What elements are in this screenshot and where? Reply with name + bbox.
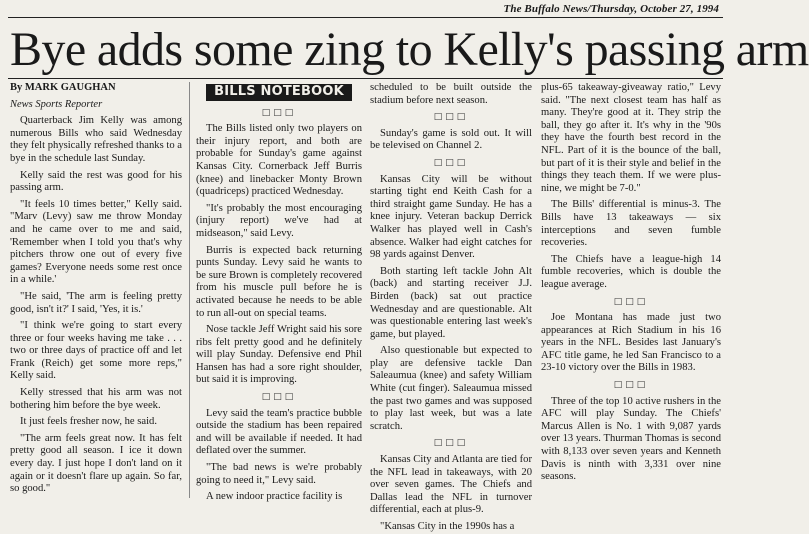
paragraph: The Chiefs have a league-high 14 fumble recoveries, which is double the league average. xyxy=(541,253,721,290)
item-separator: □□□ xyxy=(433,438,469,449)
item-separator: □□□ xyxy=(613,296,649,307)
paragraph: Three of the top 10 active rushers in the AFC will play Sunday. The Chiefs' Marcus Allen is No. 1 with 9,087 yards over 13 years. Thurman Thomas is second with 8,133 over seven years and Kenneth Davis is ninth with 3,331 over nine seasons. xyxy=(541,395,721,483)
paragraph: plus-65 takeaway-giveaway ratio," Levy said. "The next closest team has half as many. They're good at it. They strip the ball, they go after it. It's why in the '90s they have the fourth best record in the NFL. Part of it is the bounce of the ball, but part of it is their style and belief in the things they teach them. If we were plus-nine, we might be 7-0." xyxy=(541,82,721,194)
paragraph: "It's probably the most encouraging (injury report) we've had at midseason," said Levy. xyxy=(196,202,362,239)
paragraph: The Bills' differential is minus-3. The Bills have 13 takeaways — six interceptions and seven fumble recoveries. xyxy=(541,199,721,249)
notebook-column-3 xyxy=(541,82,721,498)
reporter-title: News Sports Reporter xyxy=(10,98,103,110)
paragraph: "I think we're going to start every three or four weeks having me take . . . two or three days of practice off and let Frank (Reich) get some more reps," Kelly said. xyxy=(10,320,182,382)
item-separator: □□□ xyxy=(261,107,297,118)
paragraph: Joe Montana has made just two appearances at Rich Stadium in his 16 years in the NFL. Besides last January's AFC title game, he led San Francisco to a 23-10 victory over the Bills in 1983. xyxy=(541,312,721,374)
section-label: BILLS NOTEBOOK xyxy=(196,84,362,101)
paragraph: Sunday's game is sold out. It will be televised on Channel 2. xyxy=(370,127,532,152)
article-column-1 xyxy=(10,82,182,498)
paragraph: A new indoor practice facility is xyxy=(206,491,343,503)
paragraph: Kansas City will be without starting tight end Keith Cash for a third straight game Sunday. He has a knee injury. Veteran backup Derrick Walker has played well in Cash's absence. Walker had eight catches for 98 yards against Denver. xyxy=(370,173,532,261)
paragraph: It just feels fresher now, he said. xyxy=(20,416,157,428)
item-separator: □□□ xyxy=(261,392,297,403)
paragraph: "The arm feels great now. It has felt pretty good all season. I ice it down every day. I just hope I don't land on it again or it doesn't flare up again. So far, so good." xyxy=(10,432,182,495)
paragraph: Quarterback Jim Kelly was among numerous Bills who said Wednesday they felt physically refreshed thanks to a bye in the schedule last Sunday. xyxy=(10,115,182,164)
paragraph: scheduled to be built outside the stadium before next season. xyxy=(370,82,532,106)
column-divider xyxy=(189,82,190,498)
top-rule xyxy=(8,17,723,18)
paragraph: The Bills listed only two players on their injury report, and both are probable for Sunday's game against Kansas City. Cornerback Jeff Burris (knee) and linebacker Monty Brown (quadriceps) practiced Wednesday. xyxy=(196,123,362,198)
paragraph: "Kansas City in the 1990s has a xyxy=(380,521,515,532)
paragraph: "It feels 10 times better," Kelly said. "Marv (Levy) saw me throw Monday and he came over to me and said, 'Remember when I told you that's why pitchers throw one out of every five games? Everyone needs some rest once in a while.' xyxy=(10,198,182,286)
paragraph: Both starting left tackle John Alt (back) and starting receiver J.J. Birden (back) sat out practice Wednesday and are questionable. Alt was questionable entering last week's game, but played. xyxy=(370,265,532,340)
paragraph: Also questionable but expected to play are defensive tackle Dan Saleaumua (knee) and safety William White (cut finger). Saleaumua missed the past two games and was supposed to play last week, but was a late scratch. xyxy=(370,345,532,432)
paragraph: Nose tackle Jeff Wright said his sore ribs felt pretty good and he definitely will play Sunday. Defensive end Phil Hansen has had a sore right shoulder, but said it is improving. xyxy=(196,324,362,386)
paragraph: Kelly said the rest was good for his passing arm. xyxy=(10,169,182,194)
paragraph: "He said, 'The arm is feeling pretty good, isn't it?' I said, 'Yes, it is.' xyxy=(10,290,182,315)
item-separator: □□□ xyxy=(433,157,469,168)
headline-rule xyxy=(8,78,723,79)
notebook-column-1 xyxy=(196,82,362,503)
item-separator: □□□ xyxy=(433,112,469,123)
paragraph: Levy said the team's practice bubble outside the stadium has been repaired and will be available if needed. It had deflated over the summer. xyxy=(196,407,362,457)
paragraph: Kansas City and Atlanta are tied for the NFL lead in takeaways, with 20 over seven games. The Chiefs and Dallas lead the NFL in turnover differential, each at plus-9. xyxy=(370,454,532,516)
headline: Bye adds some zing to Kelly's passing arm xyxy=(10,23,809,76)
paragraph: Kelly stressed that his arm was not bothering him before the bye week. xyxy=(10,387,182,411)
masthead: The Buffalo News/Thursday, October 27, 1994 xyxy=(503,3,719,15)
item-separator: □□□ xyxy=(613,380,649,391)
notebook-column-2 xyxy=(370,82,532,532)
byline: By MARK GAUGHAN xyxy=(10,82,116,93)
paragraph: Burris is expected back returning punts Sunday. Levy said he wants to be sure Brown is completely recovered from his muscle pull before he is activated because he needs to be able to run all-out on special teams. xyxy=(196,244,362,319)
paragraph: "The bad news is we're probably going to need it," Levy said. xyxy=(196,462,362,486)
